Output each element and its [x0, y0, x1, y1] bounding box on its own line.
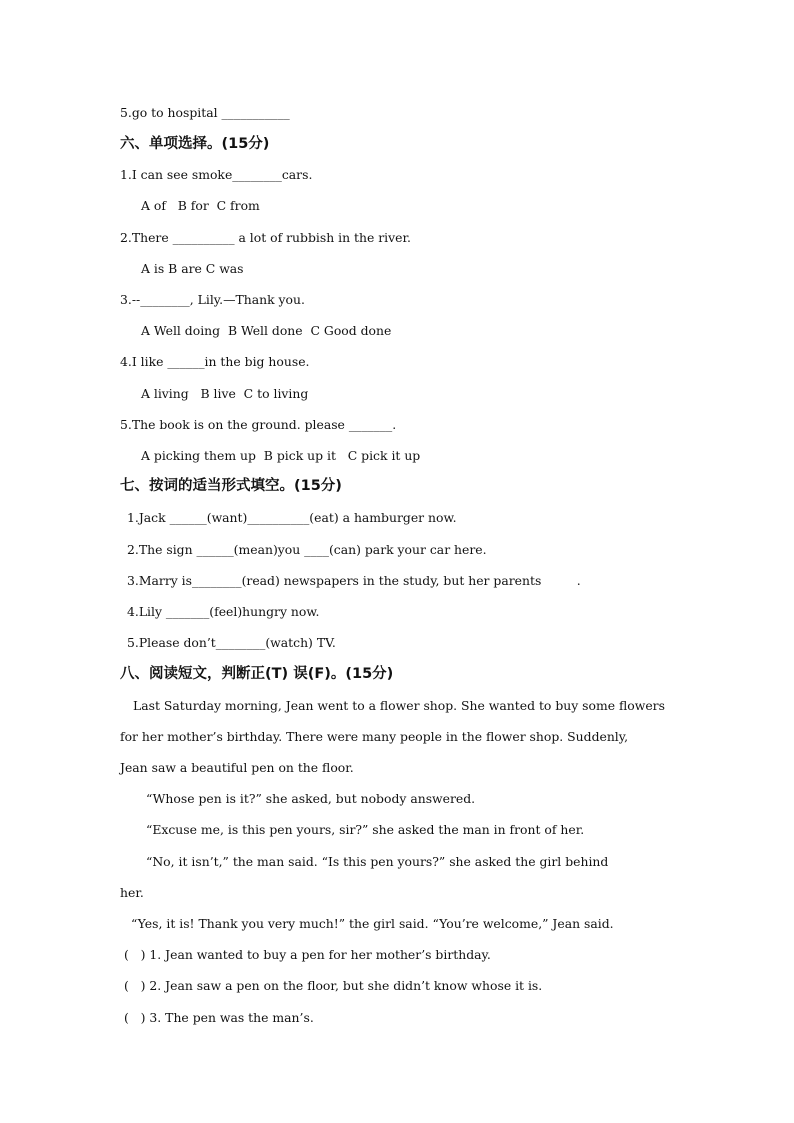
sec7-q2: 2.The sign ______(mean)you ____(can) park your car here. — [127, 542, 487, 557]
passage-line-6: “No, it isn’t,” the man said. “Is this pen yours?” she asked the girl behind — [146, 854, 609, 869]
sec6-q5: 5.The book is on the ground. please _______. — [120, 417, 397, 432]
sec6-q1-options: A of B for C from — [141, 198, 260, 213]
sec6-q4-options: A living B live C to living — [141, 386, 309, 401]
sec6-q4: 4.I like ______in the big house. — [120, 354, 310, 369]
sec7-q5: 5.Please don’t________(watch) TV. — [127, 635, 336, 650]
section-8-heading: 八、阅读短文，判断正(T) 误(F)。(15分) — [120, 666, 394, 682]
passage-line-1: Last Saturday morning, Jean went to a flower shop. She wanted to buy some flowers — [133, 698, 665, 713]
passage-line-2: for her mother’s birthday. There were many people in the flower shop. Suddenly, — [120, 729, 629, 744]
sec7-q1: 1.Jack ______(want)__________(eat) a hamburger now. — [127, 510, 457, 525]
sec6-q3: 3.--________, Lily.—Thank you. — [120, 292, 305, 307]
section-6-heading: 六、单项选择。(15分) — [120, 136, 270, 152]
sec6-q1: 1.I can see smoke________cars. — [120, 167, 313, 182]
tf-statement-3: ( ) 3. The pen was the man’s. — [124, 1010, 314, 1025]
passage-line-4: “Whose pen is it?” she asked, but nobody answered. — [146, 791, 476, 806]
tf-statement-2: ( ) 2. Jean saw a pen on the floor, but she didn’t know whose it is. — [124, 978, 543, 993]
q5-one-line: 5.go to hospital ___________ — [120, 105, 290, 120]
sec6-q2-options: A is B are C was — [141, 261, 244, 276]
sec6-q3-options: A Well doing B Well done C Good done — [141, 323, 392, 338]
sec6-q2: 2.There __________ a lot of rubbish in the river. — [120, 230, 411, 245]
sec7-q4: 4.Lily _______(feel)hungry now. — [127, 604, 320, 619]
section-7-heading: 七、按词的适当形式填空。(15分) — [120, 478, 342, 494]
passage-line-7: her. — [120, 885, 144, 900]
passage-line-8: “Yes, it is! Thank you very much!” the girl said. “You’re welcome,” Jean said. — [131, 916, 614, 931]
passage-line-5: “Excuse me, is this pen yours, sir?” she asked the man in front of her. — [146, 822, 585, 837]
passage-line-3: Jean saw a beautiful pen on the floor. — [120, 760, 354, 775]
sec6-q5-options: A picking them up B pick up it C pick it up — [141, 448, 421, 463]
sec7-q3: 3.Marry is________(read) newspapers in the study, but her parents . — [127, 573, 581, 588]
tf-statement-1: ( ) 1. Jean wanted to buy a pen for her mother’s birthday. — [124, 947, 491, 962]
